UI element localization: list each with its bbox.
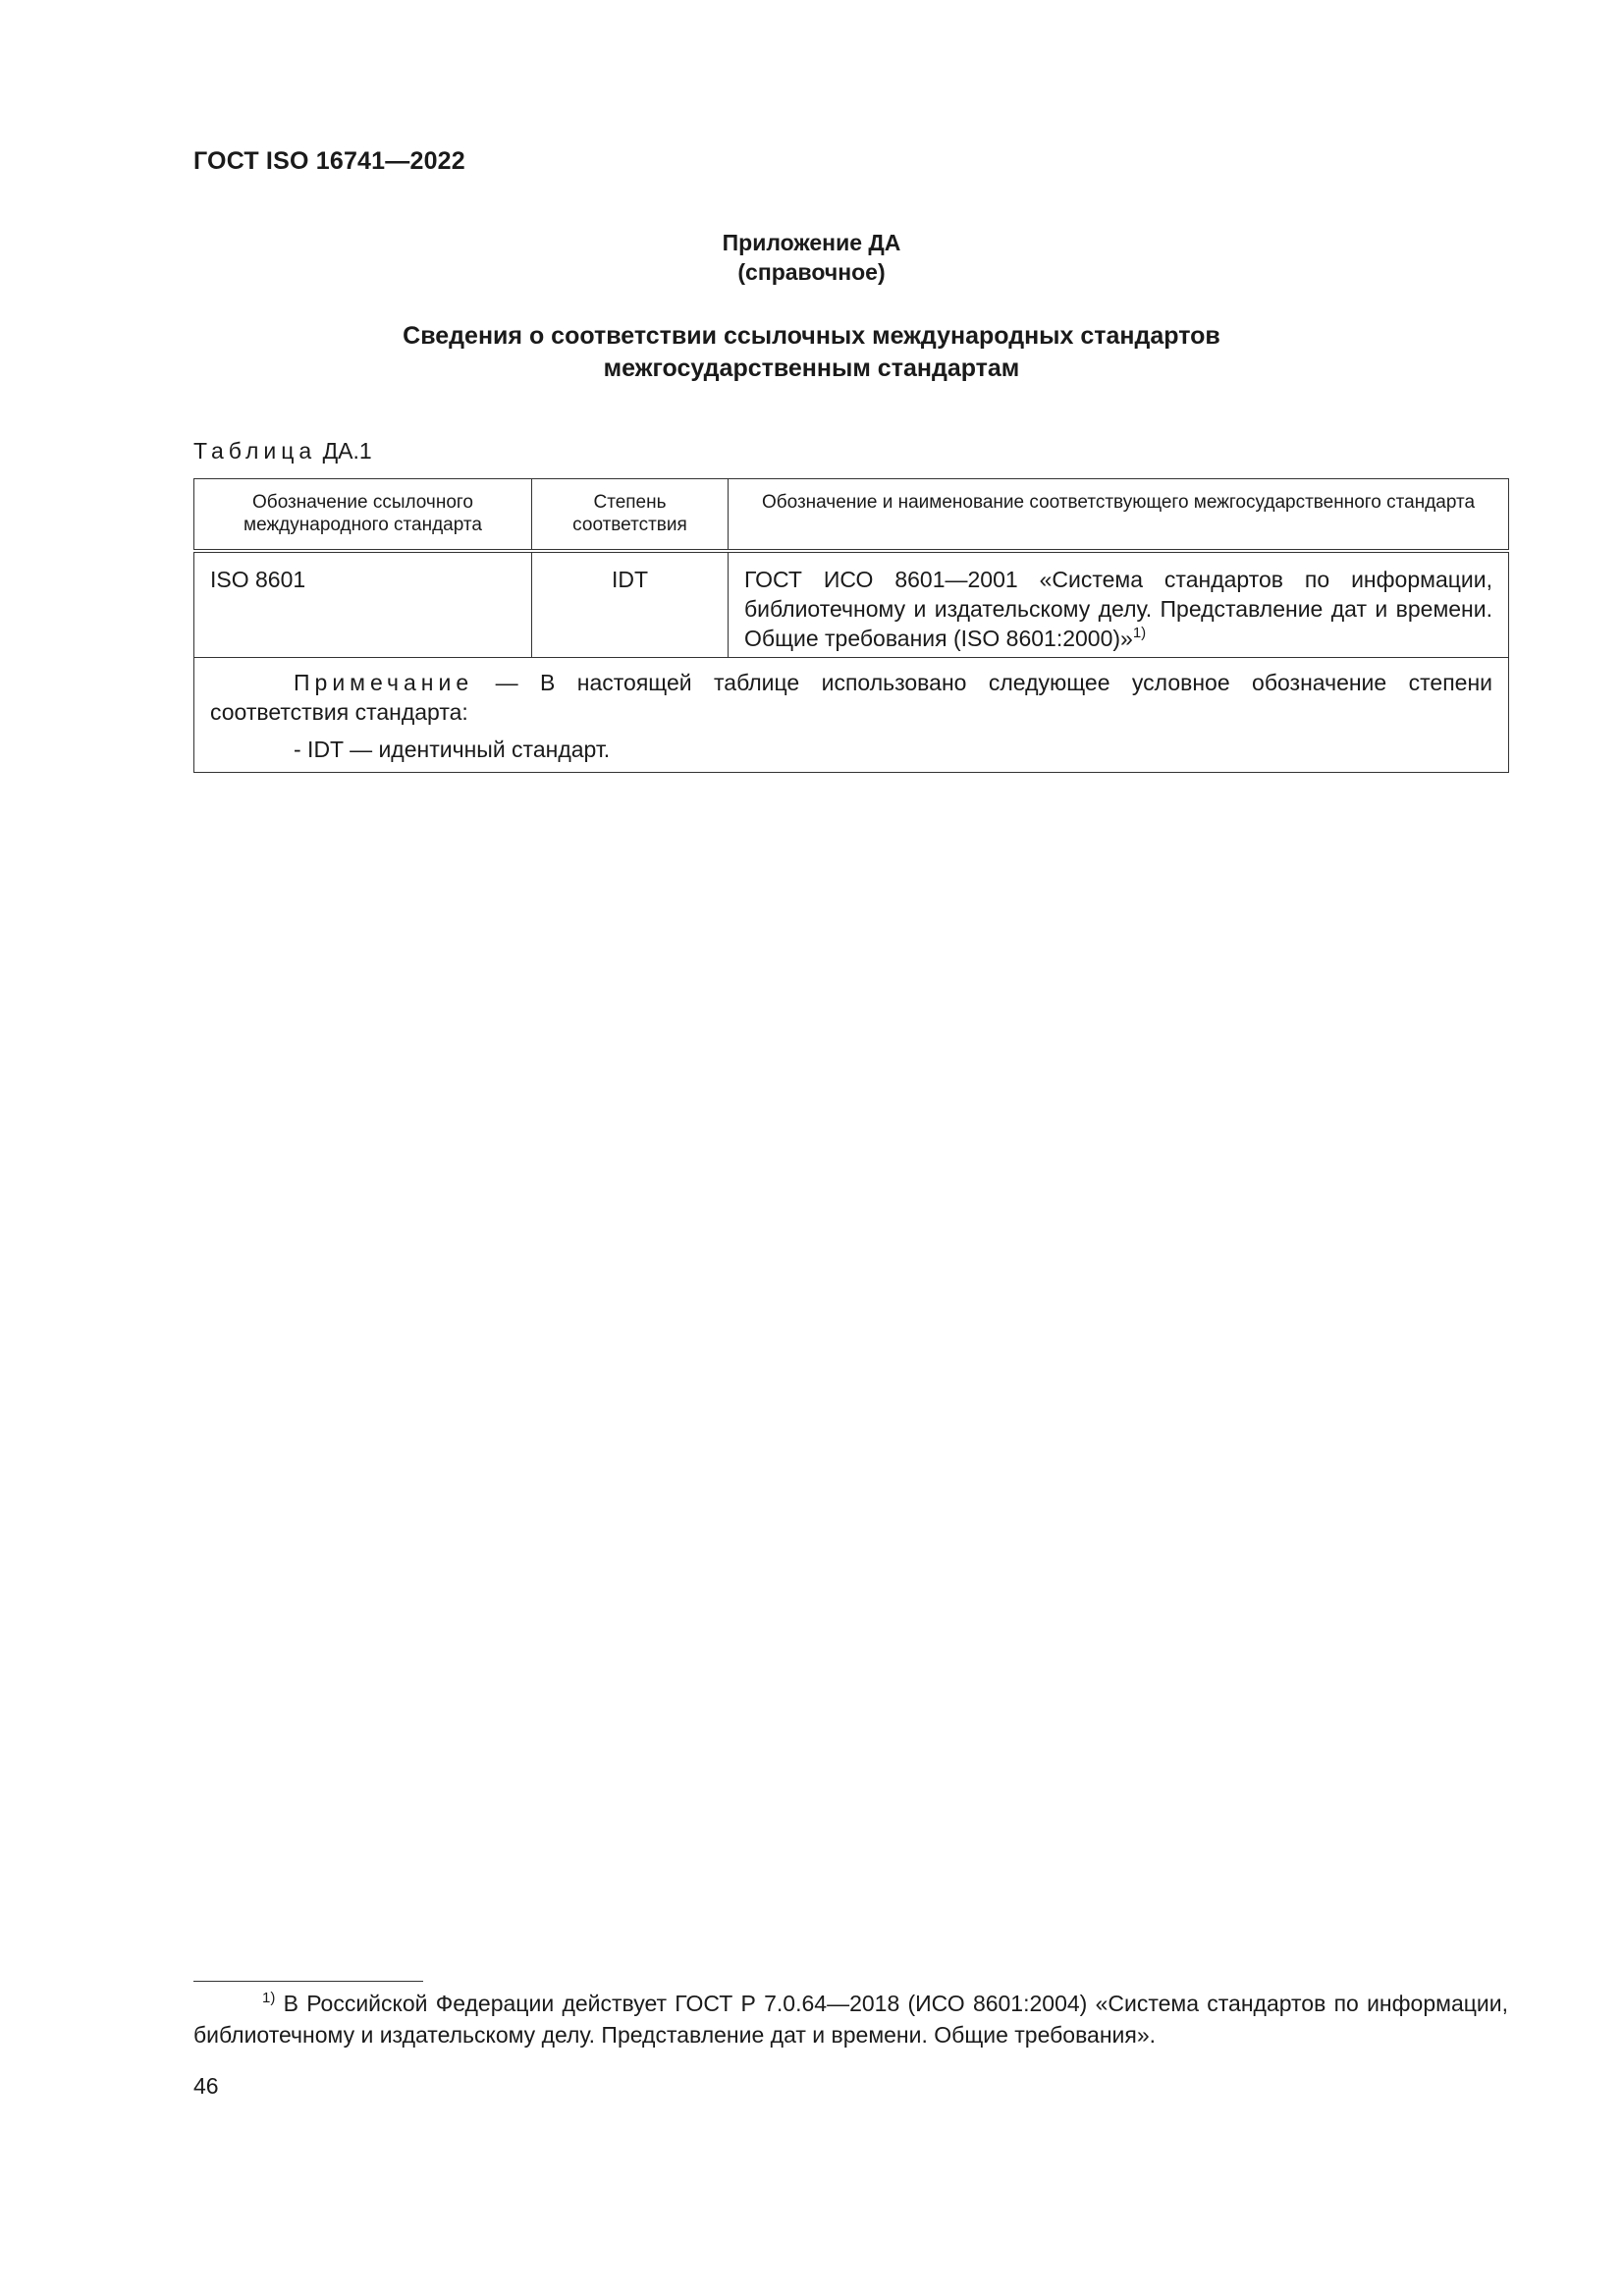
appendix-title (0, 320, 1623, 385)
header-interstate-standard: Обозначение и наименование соответствующего межгосударственного стандарта (729, 479, 1509, 552)
cell-degree: IDT (532, 551, 729, 658)
table-caption-number: ДА.1 (322, 438, 372, 464)
header-ref-standard: Обозначение ссылочного международного стандарта (194, 479, 532, 552)
header-degree: Степень соответствия (532, 479, 729, 552)
footnote-text (193, 1988, 1508, 2050)
correspondence-table (193, 478, 1509, 773)
footnote-body: В Российской Федерации действует ГОСТ Р 7.0.64—2018 (ИСО 8601:2004) «Система стандартов по информации, библиотечному и издательскому делу. Представление дат и времени. Общие требования». (193, 1991, 1508, 2048)
appendix-kind: (справочное) (737, 259, 886, 285)
note-text (210, 668, 1492, 727)
footnote-separator (193, 1981, 423, 1982)
appendix-label: Приложение ДА (722, 230, 901, 255)
footnote-mark: 1) (262, 1990, 276, 2006)
cell-ref-standard: ISO 8601 (194, 551, 532, 658)
footnote-ref-mark: 1) (1132, 625, 1147, 641)
table-note (194, 658, 1509, 773)
interstate-standard-text: ГОСТ ИСО 8601—2001 «Система стандартов по информации, библиотечному и издательскому делу. Представление дат и времени. Общие требования (ISO 8601:2000)» (744, 567, 1492, 651)
appendix-title-line-1: Сведения о соответствии ссылочных международных стандартов (403, 322, 1220, 350)
appendix-title-line-2: межгосударственным стандартам (603, 355, 1020, 382)
appendix-heading (0, 228, 1623, 287)
note-body: — В настоящей таблице использовано следующее условное обозначение степени соответствия стандарта: (210, 670, 1492, 725)
note-label: Примечание (294, 670, 474, 695)
table-row (194, 551, 1509, 658)
document-header: ГОСТ ISO 16741—2022 (193, 147, 465, 175)
cell-interstate-standard (729, 551, 1509, 658)
table-caption-word: Таблица (193, 438, 317, 464)
table-caption (193, 438, 372, 465)
note-list-item: - IDT — идентичный стандарт. (294, 737, 611, 762)
table-note-row (194, 658, 1509, 773)
footnote (193, 1988, 1508, 2050)
page-number: 46 (193, 2073, 219, 2099)
table-header-row (194, 479, 1509, 552)
